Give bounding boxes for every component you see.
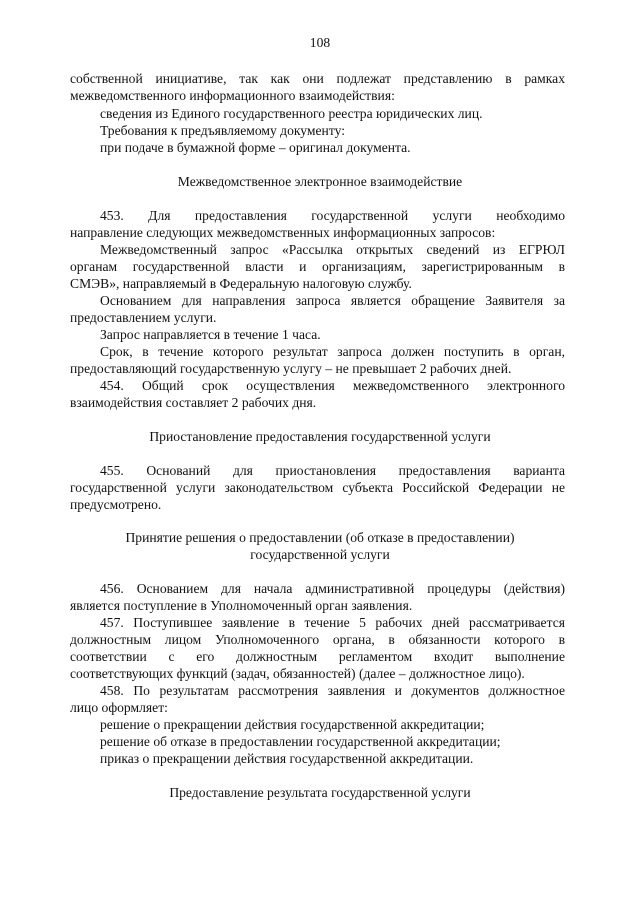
text-line: предусмотрено. xyxy=(70,497,162,512)
text-line: сведения из Единого государственного реестра юридических лиц. xyxy=(100,106,483,121)
text-line: предоставляющий государственную услугу – не превышает 2 рабочих дней. xyxy=(70,361,512,376)
text-line: соответствии с его должностным регламентом входит выполнение xyxy=(70,649,565,664)
text-line: 455. Оснований для приостановления предоставления варианта xyxy=(100,463,565,478)
text-line: при подаче в бумажной форме – оригинал документа. xyxy=(100,140,411,155)
text-line: Межведомственный запрос «Рассылка открытых сведений из ЕГРЮЛ xyxy=(100,242,565,257)
text-line: является поступление в Уполномоченный орган заявления. xyxy=(70,598,413,613)
text-line: Срок, в течение которого результат запроса должен поступить в орган, xyxy=(100,344,565,359)
text-line: решение об отказе в предоставлении государственной аккредитации; xyxy=(100,734,501,749)
section-heading: Приостановление предоставления государственной услуги xyxy=(149,429,491,444)
text-line: СМЭВ», направляемый в Федеральную налоговую службу. xyxy=(70,276,412,291)
text-line: решение о прекращении действия государственной аккредитации; xyxy=(100,717,485,732)
text-line: Требования к предъявляемому документу: xyxy=(100,123,345,138)
text-line: органам государственной власти и организациям, зарегистрированным в xyxy=(70,259,565,274)
text-line: 458. По результатам рассмотрения заявления и документов должностное xyxy=(100,683,565,698)
section-heading: государственной услуги xyxy=(250,547,390,562)
text-line: Запрос направляется в течение 1 часа. xyxy=(100,327,321,342)
text-line: 457. Поступившее заявление в течение 5 рабочих дней рассматривается xyxy=(100,615,565,630)
page-number: 108 xyxy=(309,35,331,50)
text-line: соответствующих функций (задач, обязанностей) (далее – должностное лицо). xyxy=(70,666,525,681)
text-line: предоставлением услуги. xyxy=(70,310,217,325)
text-line: взаимодействия составляет 2 рабочих дня. xyxy=(70,395,317,410)
section-heading: Принятие решения о предоставлении (об отказе в предоставлении) xyxy=(125,530,515,545)
text-line: 453. Для предоставления государственной услуги необходимо xyxy=(100,208,565,223)
text-line: направление следующих межведомственных информационных запросов: xyxy=(70,225,496,240)
section-heading: Предоставление результата государственной услуги xyxy=(169,785,471,800)
text-line: должностным лицом Уполномоченного органа, в обязанности которого в xyxy=(70,632,565,647)
text-line: собственной инициативе, так как они подлежат представлению в рамках xyxy=(70,71,565,86)
text-line: 454. Общий срок осуществления межведомственного электронного xyxy=(100,378,565,393)
text-line: лицо оформляет: xyxy=(70,700,168,715)
text-line: приказ о прекращении действия государственной аккредитации. xyxy=(100,751,474,766)
text-line: 456. Основанием для начала административной процедуры (действия) xyxy=(100,581,565,596)
text-line: межведомственного информационного взаимодействия: xyxy=(70,88,395,103)
section-heading: Межведомственное электронное взаимодействие xyxy=(177,174,463,189)
text-line: Основанием для направления запроса является обращение Заявителя за xyxy=(100,293,565,308)
text-line: государственной услуги законодательством субъекта Российской Федерации не xyxy=(70,480,565,495)
